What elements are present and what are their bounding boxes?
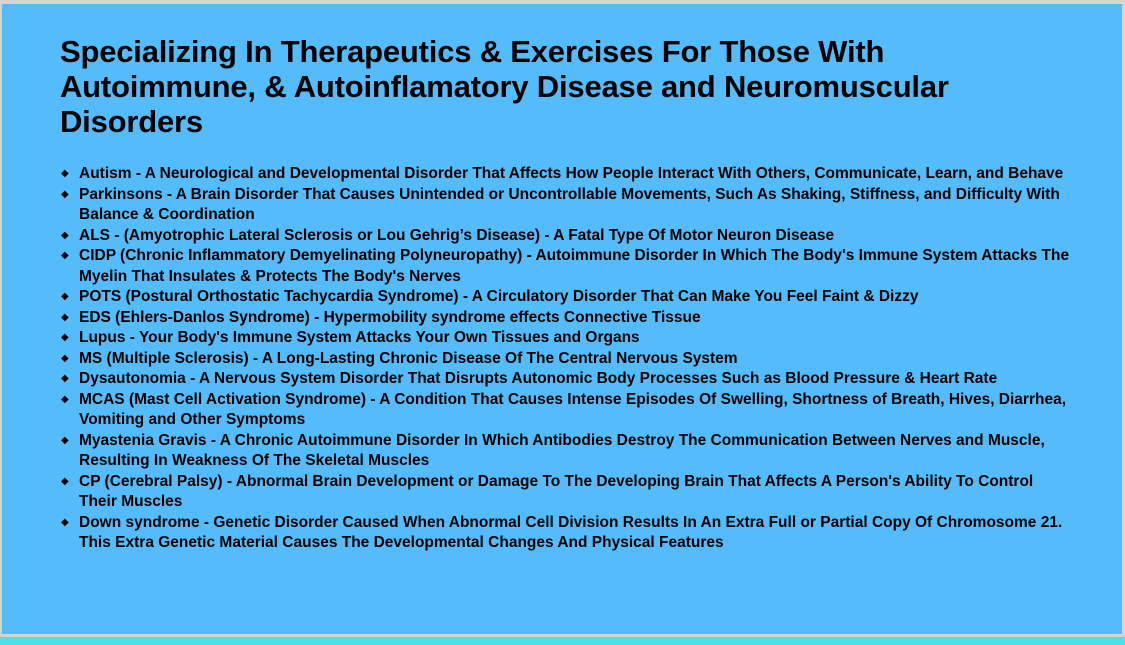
list-item-text: EDS (Ehlers-Danlos Syndrome) - Hypermobility syndrome effects Connective Tissue: [79, 308, 701, 326]
diamond-bullet-icon: ◆: [61, 311, 69, 323]
list-item-text: ALS - (Amyotrophic Lateral Sclerosis or Lou Gehrig’s Disease) - A Fatal Type Of Motor Neuron Disease: [79, 226, 835, 244]
list-item: [60, 513, 1070, 554]
diamond-bullet-icon: ◆: [61, 393, 69, 405]
list-item: [60, 164, 1070, 185]
list-item: [60, 349, 1070, 370]
diamond-bullet-icon: ◆: [61, 332, 69, 343]
diamond-bullet-icon: ◆: [61, 516, 69, 528]
list-item-text: Myastenia Gravis - A Chronic Autoimmune Disorder In Which Antibodies Destroy The Communication Between Nerves and Muscle, Resulting In Weakness Of The Skeletal Muscles: [79, 431, 1045, 469]
list-item-text: Dysautonomia - A Nervous System Disorder That Disrupts Autonomic Body Processes Such as Blood Pressure & Heart Rate: [79, 370, 998, 387]
list-item: [60, 226, 1070, 247]
bottom-strip: [0, 637, 1125, 645]
diamond-bullet-icon: ◆: [61, 291, 69, 302]
list-item-text: MCAS (Mast Cell Activation Syndrome) - A Condition That Causes Intense Episodes Of Swelling, Shortness of Breath, Hives, Diarrhea, Vomiting and Other Symptoms: [79, 390, 1067, 428]
diamond-bullet-icon: ◆: [61, 373, 69, 384]
diamond-bullet-icon: ◆: [61, 250, 69, 261]
list-item: [60, 185, 1070, 226]
list-item: [60, 246, 1070, 287]
list-item: [60, 390, 1070, 431]
list-item-text: Parkinsons - A Brain Disorder That Causes Unintended or Uncontrollable Movements, Such As Shaking, Stiffness, and Difficulty With Balance & Coordination: [79, 185, 1060, 223]
list-item-text: Lupus - Your Body's Immune System Attacks Your Own Tissues and Organs: [79, 329, 640, 346]
slide: [2, 4, 1122, 634]
diamond-bullet-icon: ◆: [61, 475, 69, 487]
list-item-text: CP (Cerebral Palsy) - Abnormal Brain Development or Damage To The Developing Brain That Affects A Person's Ability To Control Their Muscles: [79, 472, 1034, 510]
list-item: [60, 472, 1070, 513]
list-item-text: Down syndrome - Genetic Disorder Caused When Abnormal Cell Division Results In An Extra Full or Partial Copy Of Chromosome 21. This Extra Genetic Material Causes The Developmental Changes And Physical Features: [79, 513, 1063, 551]
list-item: [60, 369, 1070, 390]
list-item-text: Autism - A Neurological and Developmental Disorder That Affects How People Interact With Others, Communicate, Learn, and Behave: [79, 165, 1064, 182]
diamond-bullet-icon: ◆: [61, 434, 69, 446]
diamond-bullet-icon: ◆: [61, 352, 69, 364]
condition-list: [60, 164, 1070, 554]
list-item-text: MS (Multiple Sclerosis) - A Long-Lasting Chronic Disease Of The Central Nervous System: [79, 349, 738, 367]
slide-title: Specializing In Therapeutics & Exercises For Those With Autoimmune, & Autoinflamatory Disease and Neuromuscular Disorders: [60, 34, 949, 139]
list-item: [60, 431, 1070, 472]
list-item-text: POTS (Postural Orthostatic Tachycardia Syndrome) - A Circulatory Disorder That Can Make You Feel Faint & Dizzy: [79, 288, 919, 305]
diamond-bullet-icon: ◆: [61, 229, 69, 241]
diamond-bullet-icon: ◆: [61, 188, 69, 200]
list-item: [60, 308, 1070, 329]
diamond-bullet-icon: ◆: [61, 168, 69, 179]
list-item-text: CIDP (Chronic Inflammatory Demyelinating Polyneuropathy) - Autoimmune Disorder In Which The Body's Immune System Attacks The Myelin That Insulates & Protects The Body's Nerves: [79, 247, 1070, 285]
list-item: [60, 287, 1070, 308]
list-item: [60, 328, 1070, 349]
